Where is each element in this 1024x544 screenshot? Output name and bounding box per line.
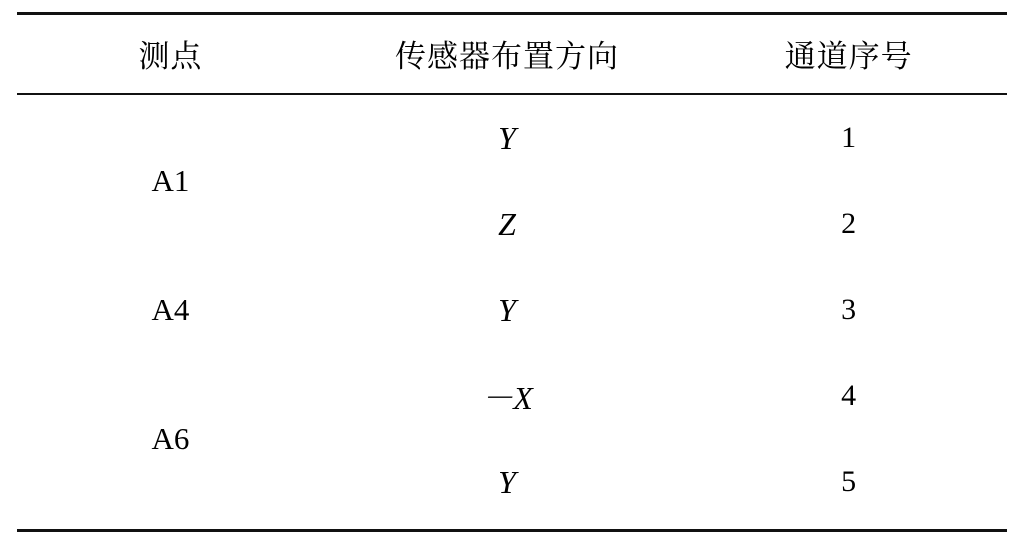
cell-sensor-direction: －X [481, 380, 533, 416]
column-header-channel-number: 通道序号 [784, 38, 913, 74]
table-row [17, 95, 1007, 181]
table-row [17, 353, 1007, 439]
cell-sensor-direction: Z [498, 205, 516, 242]
column-header-sensor-direction: 传感器布置方向 [395, 38, 620, 74]
cell-channel-number: 3 [841, 293, 857, 326]
cell-measurement-point: A1 [151, 163, 190, 198]
cell-channel-number: 5 [841, 465, 857, 498]
table-body-region [0, 95, 1024, 525]
cell-sensor-direction: Y [498, 119, 516, 156]
table-header-row [17, 15, 1007, 91]
cell-channel-number: 4 [841, 379, 857, 412]
cell-sensor-direction: Y [498, 291, 516, 328]
table-header-region [0, 15, 1024, 91]
column-header-measurement-point: 测点 [138, 38, 203, 74]
cell-sensor-direction: Y [498, 463, 516, 500]
table-header [17, 15, 1007, 91]
cell-measurement-point: A4 [151, 292, 190, 327]
table-body [17, 95, 1007, 525]
cell-channel-number: 1 [841, 121, 857, 154]
table-bottom-rule [17, 529, 1007, 532]
cell-channel-number: 2 [841, 207, 857, 240]
table-row [17, 267, 1007, 353]
cell-measurement-point: A6 [151, 421, 190, 456]
